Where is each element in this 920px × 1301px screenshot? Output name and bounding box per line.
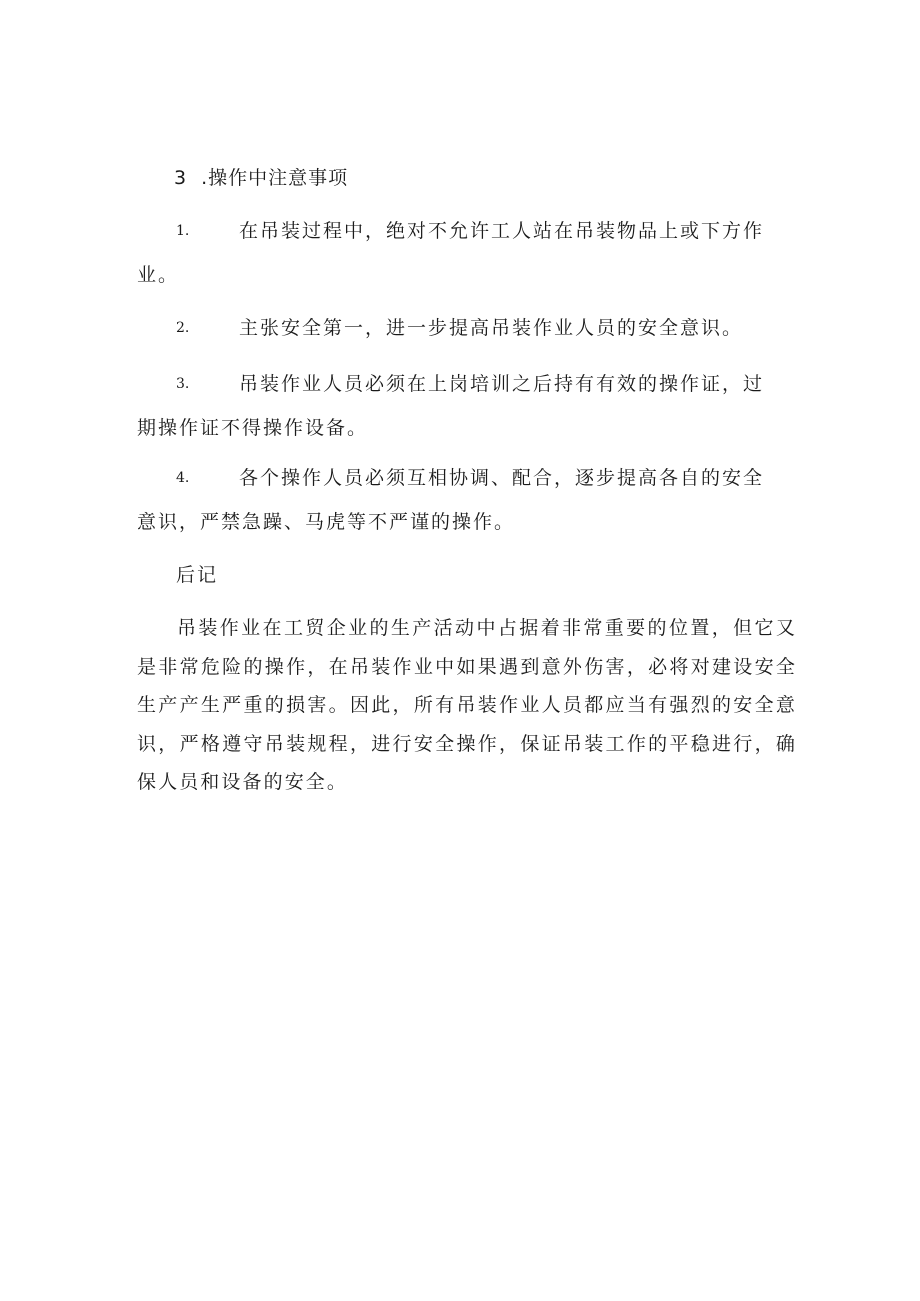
- list-item-text-continued: 意识，严禁急躁、马虎等不严谨的操作。: [137, 511, 516, 533]
- list-item: [137, 209, 765, 297]
- list-item: [137, 306, 747, 350]
- list-item-number: 3.: [176, 376, 190, 392]
- list-item: [137, 362, 765, 450]
- list-item-number: 2.: [176, 320, 190, 336]
- section-number: 3: [174, 167, 188, 189]
- list-item-text: 吊装作业人员必须在上岗培训之后持有有效的操作证，过: [239, 373, 765, 395]
- list-item-number: 4.: [176, 470, 190, 486]
- section-heading: [174, 164, 348, 192]
- list-item-text: 在吊装过程中，绝对不允许工人站在吊装物品上或下方作: [239, 220, 765, 242]
- list-item-text-continued: 期操作证不得操作设备。: [137, 417, 369, 439]
- afterword-paragraph: 吊装作业在工贸企业的生产活动中占据着非常重要的位置，但它又是非常危险的操作，在吊装作业中如果遇到意外伤害，必将对建设安全生产产生严重的损害。因此，所有吊装作业人员都应当有强烈的安全意识，严格遵守吊装规程，进行安全操作，保证吊装工作的平稳进行，确保人员和设备的安全。: [137, 617, 797, 793]
- list-item: [137, 456, 765, 544]
- list-item-text: 主张安全第一，进一步提高吊装作业人员的安全意识。: [239, 317, 744, 339]
- list-item-text: 各个操作人员必须互相协调、配合，逐步提高各自的安全: [239, 467, 765, 489]
- afterword-heading: 后记: [176, 564, 219, 586]
- section-title: .操作中注意事项: [201, 167, 349, 189]
- list-item-text-continued: 业。: [137, 264, 180, 286]
- list-item-number: 1.: [176, 223, 190, 239]
